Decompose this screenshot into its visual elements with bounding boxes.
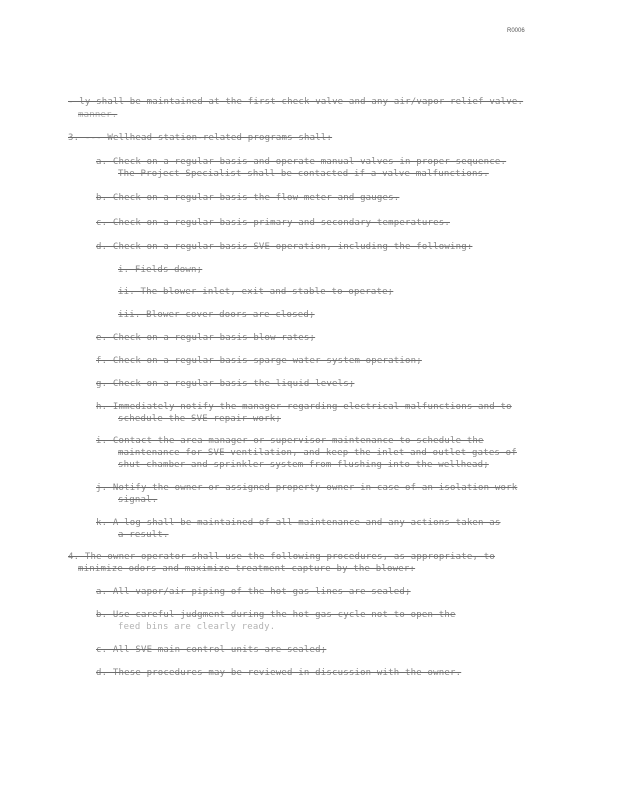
text-line: i. Contact the area manager or supervisor maintenance to schedule the: [96, 436, 484, 446]
text-line: a. All vapor/air piping of the hot gas lines are sealed;: [96, 587, 411, 597]
text-line: shut chamber and sprinkler system from flushing into the wellhead;: [118, 460, 489, 470]
text-line: iii. Blower cover doors are closed;: [118, 310, 315, 320]
text-line: feed bins are clearly ready.: [118, 622, 276, 632]
text-line: e. Check on a regular basis blow rates;: [96, 333, 316, 343]
text-line: b. Check on a regular basis the flow meter and gauges.: [96, 193, 400, 203]
text-line: The Project Specialist shall be contacted if a valve malfunctions.: [118, 169, 489, 179]
text-line: a result.: [118, 530, 169, 540]
text-line: minimize odors and maximize treatment capture by the blower:: [78, 564, 416, 574]
text-line: f. Check on a regular basis sparge water system operation;: [96, 356, 422, 366]
text-line: signal.: [118, 495, 158, 505]
text-line: manner.: [78, 110, 118, 120]
text-line: j. Notify the owner or assigned property owner in case of an isolation work: [96, 483, 518, 493]
text-line: k. A log shall be maintained of all maintenance and any actions taken as: [96, 518, 501, 528]
text-line: b. Use careful judgment during the hot gas cycle not to open the: [96, 610, 456, 620]
text-line: a. Check on a regular basis and operate manual valves in proper sequence.: [96, 157, 507, 167]
text-line: c. Check on a regular basis primary and secondary temperatures.: [96, 218, 450, 228]
text-line: d. These procedures may be reviewed in discussion with the owner.: [96, 668, 462, 678]
page-mark: R0006: [507, 28, 525, 34]
text-line: schedule the SVE repair work;: [118, 414, 281, 424]
text-line: ii. The blower inlet, exit and stable to operate;: [118, 287, 394, 297]
text-line: maintenance for SVE ventilation, and keep the inlet and outlet gates of: [118, 448, 517, 458]
section-heading: 3. --- Wellhead station-related programs shall:: [68, 133, 333, 143]
text-line: c. All SVE main control units are sealed;: [96, 645, 327, 655]
text-line: - ly shall be maintained at the first check valve and any air/vapor relief valve.: [68, 97, 524, 107]
text-line: h. Immediately notify the manager regarding electrical malfunctions and to: [96, 402, 512, 412]
text-line: g. Check on a regular basis the liquid levels;: [96, 379, 355, 389]
section-heading: 4. The owner operator shall use the following procedures, as appropriate, to: [68, 552, 496, 562]
text-line: d. Check on a regular basis SVE operation, including the following:: [96, 242, 473, 252]
text-line: i. Fields down;: [118, 265, 203, 275]
